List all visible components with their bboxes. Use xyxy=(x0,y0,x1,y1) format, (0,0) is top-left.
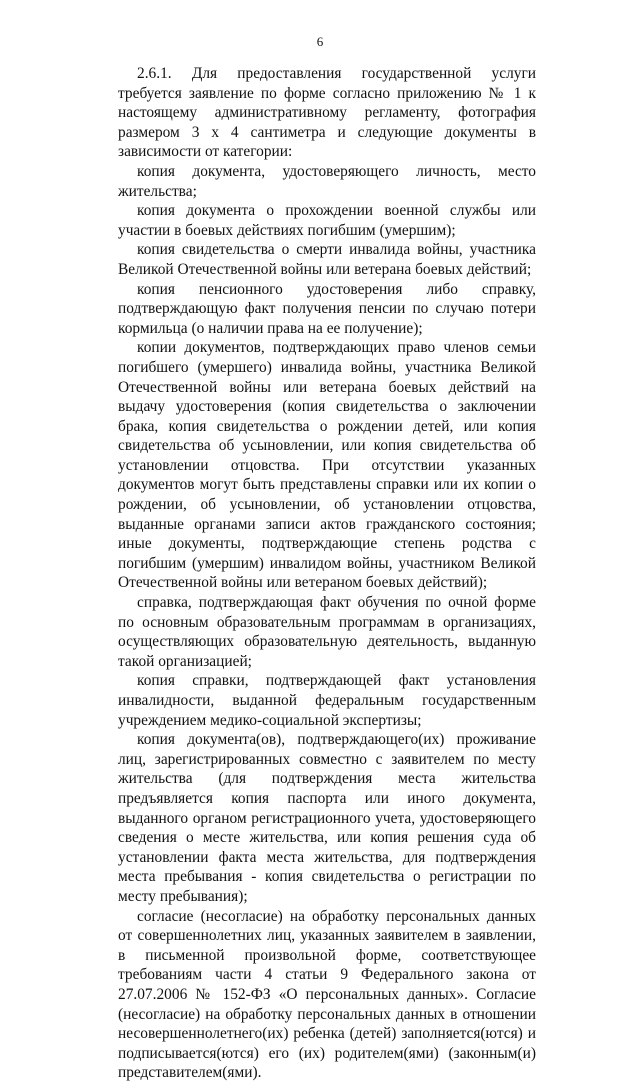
paragraph-pension-certificate: копия пенсионного удостоверения либо справку, подтверждающую факт получения пенсии по случаю потери кормильца (о наличии права на ее получение); xyxy=(118,280,536,337)
paragraph-identity-document: копия документа, удостоверяющего личность, место жительства; xyxy=(118,162,536,200)
paragraph-family-documents: копии документов, подтверждающих право членов семьи погибшего (умершего) инвалида войны, участника Великой Отечественной войны или ветерана боевых действий на выдачу удостоверения (копия свидетельства о заключении брака, копия свидетельства о рождении детей, или копия свидетельства об усыновлении, или копия свидетельства об установлении отцовства. При отсутствии указанных документов могут быть представлены справки или их копии о рождении, об усыновлении, об установлении отцовства, выданные органами записи актов гражданского состояния; иные документы, подтверждающие степень родства с погибшим (умершим) инвалидом войны, участником Великой Отечественной войны или ветераном боевых действий); xyxy=(118,339,536,592)
document-body xyxy=(118,64,536,1083)
paragraph-personal-data-consent: согласие (несогласие) на обработку персональных данных от совершеннолетних лиц, указанных заявителем в заявлении, в письменной произвольной форме, соответствующее требованиям части 4 статьи 9 Федерального закона от 27.07.2006 № 152-ФЗ «О персональных данных». Согласие (несогласие) на обработку персональных данных в отношении несовершеннолетнего(их) ребенка (детей) заполняется(ются) и подписывается(ются) его (их) родителем(ями) (законным(и) представителем(ями). xyxy=(118,907,536,1082)
paragraph-intro: 2.6.1. Для предоставления государственной услуги требуется заявление по форме согласно приложению № 1 к настоящему административному регламенту, фотография размером 3 х 4 сантиметра и следующие документы в зависимости от категории: xyxy=(118,65,536,161)
paragraph-disability-certificate: копия справки, подтверждающей факт установления инвалидности, выданной федеральным государственным учреждением медико-социальной экспертизы; xyxy=(118,672,536,729)
paragraph-death-certificate: копия свидетельства о смерти инвалида войны, участника Великой Отечественной войны или ветерана боевых действий; xyxy=(118,241,536,278)
paragraph-military-service: копия документа о прохождении военной службы или участии в боевых действиях погибшим (умершим); xyxy=(118,202,536,239)
paragraph-education-certificate: справка, подтверждающая факт обучения по очной форме по основным образовательным программам в организациях, осуществляющих образовательную деятельность, выданную такой организацией; xyxy=(118,594,536,670)
paragraph-residence-documents: копия документа(ов), подтверждающего(их) проживание лиц, зарегистрированных совместно с заявителем по месту жительства (для подтверждения места жительства предъявляется копия паспорта или иного документа, выданного органом регистрационного учета, удостоверяющего сведения о месте жительства, или копия решения суда об установлении факта места жительства, для подтверждения места пребывания - копия свидетельства о регистрации по месту пребывания); xyxy=(118,731,536,905)
page-number: 6 xyxy=(316,34,324,49)
